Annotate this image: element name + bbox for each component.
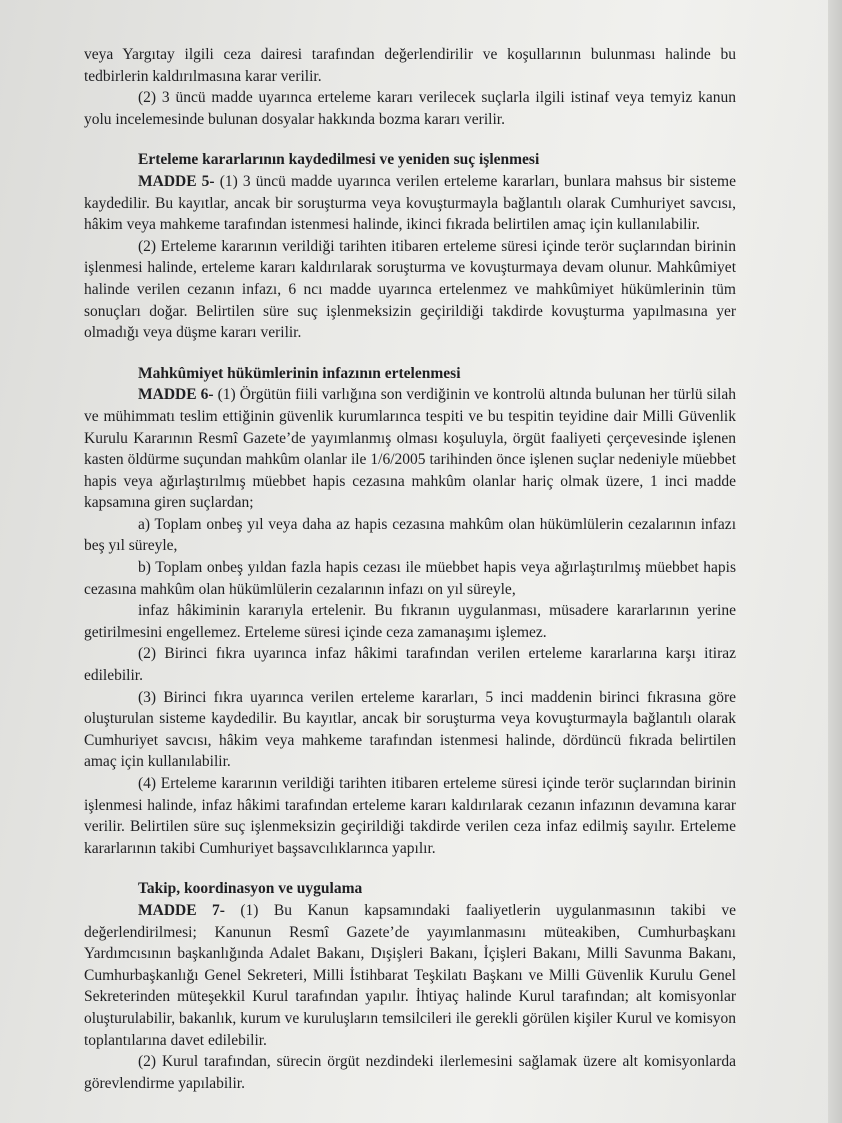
section6-paragraph-1 <box>84 384 736 514</box>
paper-edge <box>828 0 842 1123</box>
section6-paragraph-1-end: infaz hâkiminin kararıyla ertelenir. Bu fıkranın uygulanması, müsadere kararlarının yerine getirilmesini engellemez. Erteleme süresi içinde ceza zamanaşımı işlemez. <box>84 602 736 641</box>
madde5-label: MADDE 5- <box>138 172 215 190</box>
section6-paragraph-4: (4) Erteleme kararının verildiği tarihten itibaren erteleme süresi içinde terör suçlarından birinin işlenmesi halinde, infaz hâkimi tarafından erteleme kararı kaldırılarak cezanın infazının devamına karar verilir. Belirtilen süre suç işlenmeksizin geçirildiği takdirde verilen ceza infaz edilmiş sayılır. Erteleme kararlarının takibi Cumhuriyet başsavcılıklarınca yapılır. <box>84 775 736 857</box>
section7-heading: Takip, koordinasyon ve uygulama <box>138 880 363 898</box>
section5-paragraph-1-text: (1) 3 üncü madde uyarınca verilen erteleme kararları, bunlara mahsus bir sisteme kaydedilir. Bu kayıtlar, ancak bir soruşturma veya kovuşturmayla bağlantılı olarak Cumhuriyet savcısı, hâkim veya mahkeme tarafından istenmesi halinde, ikinci fıkrada belirtilen amaç için kullanılabilir. <box>84 172 736 234</box>
madde6-label: MADDE 6- <box>138 386 214 404</box>
intro-paragraph-2: (2) 3 üncü madde uyarınca erteleme kararı verilecek suçlarla ilgili istinaf veya temyiz kanun yolu incelemesinde bulunan dosyalar hakkında bozma kararı verilir. <box>84 89 736 128</box>
section5-heading: Erteleme kararlarının kaydedilmesi ve yeniden suç işlenmesi <box>138 151 540 169</box>
section6-paragraph-3: (3) Birinci fıkra uyarınca verilen erteleme kararları, 5 inci maddenin birinci fıkrasına göre oluşturulan sisteme kaydedilir. Bu kayıtlar, ancak bir soruşturma veya kovuşturmayla bağlantılı olarak Cumhuriyet savcısı, hâkim veya mahkeme tarafından istenmesi halinde, dördüncü fıkrada belirtilen amaç için kullanılabilir. <box>84 688 736 771</box>
document-body <box>84 44 736 1094</box>
section6-paragraph-2: (2) Birinci fıkra uyarınca infaz hâkimi tarafından verilen erteleme kararlarına karşı itiraz edilebilir. <box>84 645 736 685</box>
section5-paragraph-1 <box>84 171 736 236</box>
section7-paragraph-1 <box>84 900 736 1051</box>
madde7-label: MADDE 7- <box>138 901 225 919</box>
section7-paragraph-2: (2) Kurul tarafından, sürecin örgüt nezdindeki ilerlemesini sağlamak üzere alt komisyonlarda görevlendirme yapılabilir. <box>84 1053 736 1092</box>
section7-paragraph-1-text: (1) Bu Kanun kapsamındaki faaliyetlerin uygulanmasının takibi ve değerlendirilmesi; Kanunun Resmî Gazete’de yayımlanmasını müteakiben, Cumhurbaşkanı Yardımcısının başkanlığında Adalet Bakanı, Dışişleri Bakanı, İçişleri Bakanı, Milli Savunma Bakanı, Cumhurbaşkanlığı Genel Sekreteri, Milli İstihbarat Teşkilatı Başkanı ve Milli Güvenlik Kurulu Genel Sekreterinden müteşekkil Kurul tarafından yapılır. İhtiyaç halinde Kurul tarafından; alt komisyonlar oluşturulabilir, bakanlık, kurum ve kuruluşların temsilcileri ile gerekli görülen kişiler Kurul ve komisyon toplantılarına davet edilebilir. <box>84 901 736 1049</box>
section6-heading: Mahkûmiyet hükümlerinin infazının ertelenmesi <box>138 364 461 382</box>
intro-paragraph-1: veya Yargıtay ilgili ceza dairesi tarafından değerlendirilir ve koşullarının bulunması halinde bu tedbirlerin kaldırılmasına karar verilir. <box>84 46 736 85</box>
section6-item-b: b) Toplam onbeş yıldan fazla hapis cezası ile müebbet hapis veya ağırlaştırılmış müebbet hapis cezasına mahkûm olan hükümlülerin cezalarının infazı on yıl süreyle, <box>84 559 736 598</box>
section6-paragraph-1-text: (1) Örgütün fiili varlığına son verdiğinin ve kontrolü altında bulunan her türlü silah ve mühimmatı teslim ettiğinin güvenlik kurumlarınca tespiti ve bu tespitin teyidine dair Milli Güvenlik Kurulu Kararının Resmî Gazete’de yayımlanmış olması koşuluyla, örgüt faaliyeti çerçevesinde işlenen kasten öldürme suçundan mahkûm olanlar ile 1/6/2005 tarihinden önce işlenen suçlar nedeniyle müebbet hapis veya ağırlaştırılmış müebbet hapis cezasına mahkûm olanlar hariç olmak üzere, 1 inci madde kapsamına giren suçlardan; <box>84 386 736 512</box>
section6-item-a: a) Toplam onbeş yıl veya daha az hapis cezasına mahkûm olan hükümlülerin cezalarının infazı beş yıl süreyle, <box>84 515 736 555</box>
section5-paragraph-2: (2) Erteleme kararının verildiği tarihten itibaren erteleme süresi içinde terör suçlarından birinin işlenmesi halinde, erteleme kararı kaldırılarak soruşturma ve kovuşturmaya devam olunur. Mahkûmiyet halinde verilen cezanın infazı, 6 ncı madde uyarınca ertelenmez ve mahkûmiyet hükümlerinin tüm sonuçları doğar. Belirtilen süre suç işlenmeksizin geçirildiği takdirde kovuşturma yapılmasına yer olmadığı veya düşme kararı verilir. <box>84 237 736 342</box>
